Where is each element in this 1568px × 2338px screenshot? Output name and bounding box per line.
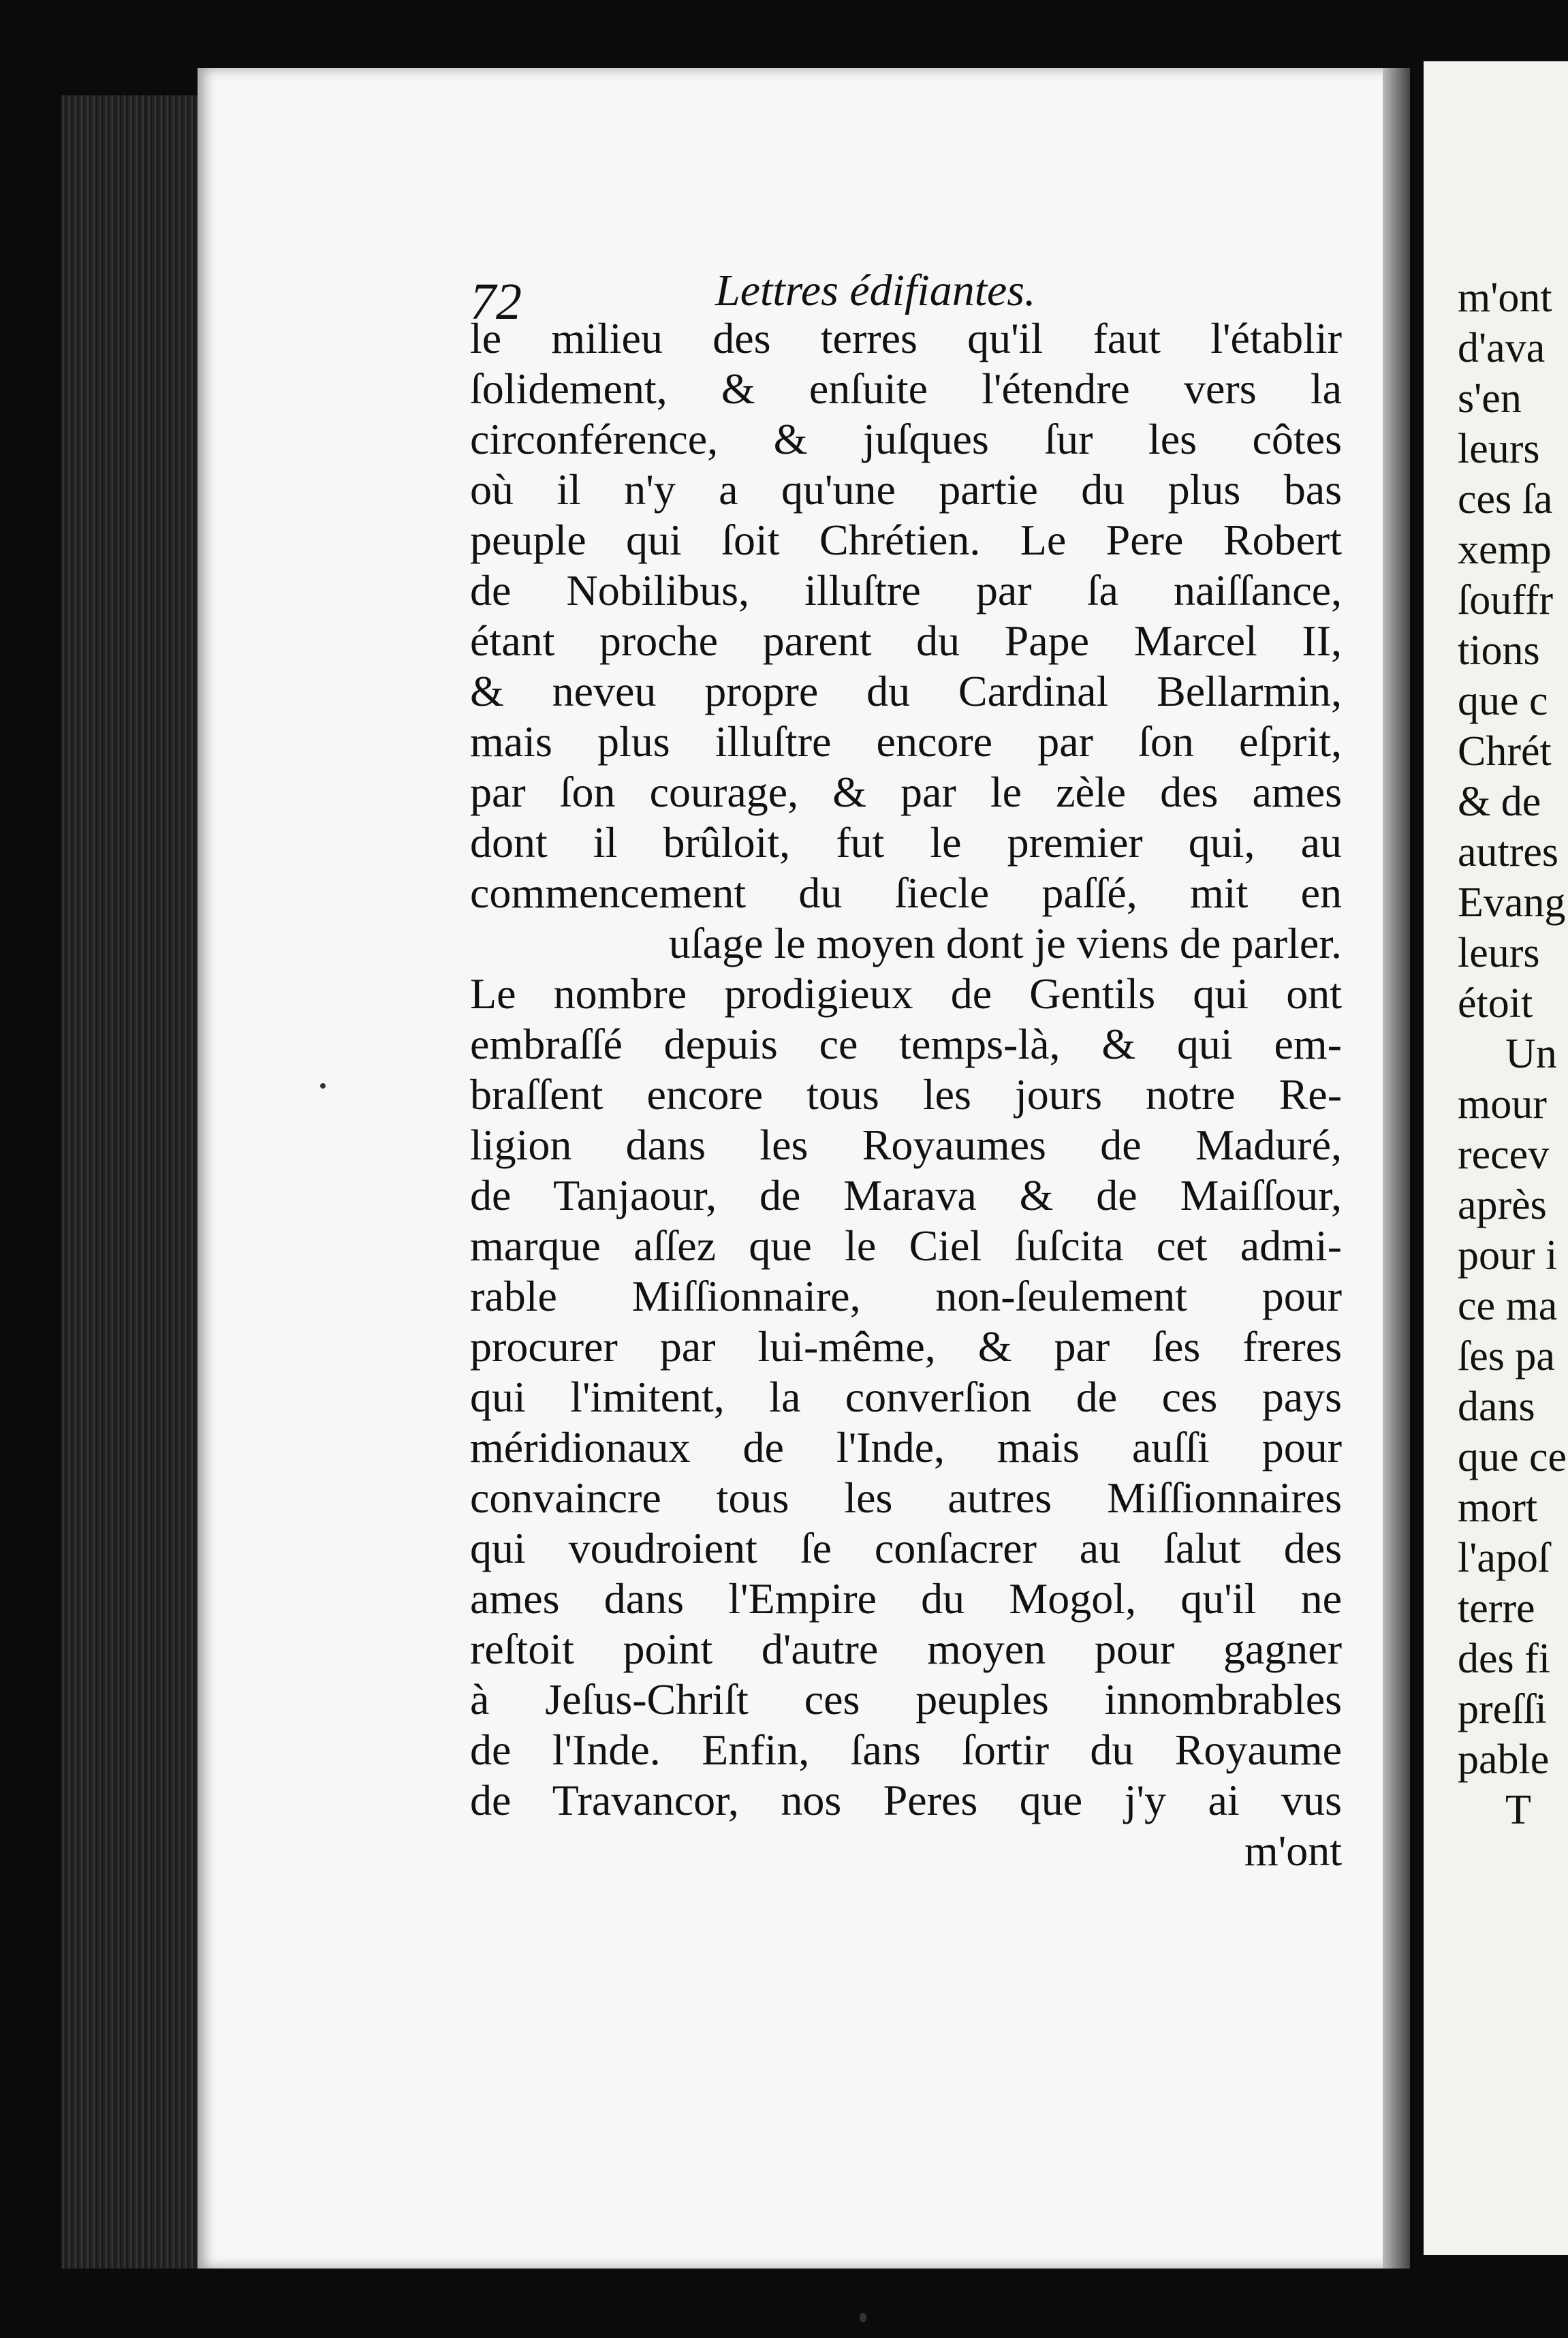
- text-line: Le nombre prodigieux de Gentils qui ont: [470, 969, 1342, 1018]
- facing-line: que c: [1458, 678, 1548, 724]
- facing-line: preſſi: [1458, 1686, 1547, 1732]
- text-line: par ſon courage, & par le zèle des ames: [470, 768, 1342, 816]
- text-line: à Jeſus-Chriſt ces peuples innombrables: [470, 1675, 1342, 1724]
- facing-page-text: [1458, 272, 1568, 1835]
- ink-speck: [320, 1083, 326, 1089]
- facing-line: recev: [1458, 1132, 1550, 1178]
- text-line: marque aſſez que le Ciel ſuſcita cet admi-: [470, 1221, 1342, 1270]
- text-line: étant proche parent du Pape Marcel II,: [470, 617, 1342, 665]
- text-line: ſolidement, & enſuite l'étendre vers la: [470, 364, 1342, 413]
- text-line: dont il brûloit, fut le premier qui, au: [470, 818, 1342, 867]
- text-line: & neveu propre du Cardinal Bellarmin,: [470, 667, 1342, 715]
- facing-line: Chrét: [1458, 728, 1552, 775]
- text-line: méridionaux de l'Inde, mais auſſi pour: [470, 1423, 1342, 1471]
- facing-line: terre: [1458, 1585, 1535, 1632]
- text-line: mais plus illuſtre encore par ſon eſprit,: [470, 717, 1342, 766]
- facing-line: étoit: [1458, 980, 1533, 1027]
- facing-line: Un: [1505, 1031, 1557, 1077]
- facing-line: d'ava: [1458, 325, 1546, 371]
- facing-line: Evang: [1458, 879, 1566, 926]
- body-text: [470, 313, 1342, 1876]
- facing-line: tions: [1458, 627, 1540, 674]
- text-line: de Travancor, nos Peres que j'y ai vus: [470, 1776, 1342, 1824]
- text-line: qui voudroient ſe conſacrer au ſalut des: [470, 1524, 1342, 1572]
- text-line: procurer par lui-même, & par ſes freres: [470, 1322, 1342, 1371]
- page-edge: [1383, 68, 1410, 2269]
- text-line: ligion dans les Royaumes de Maduré,: [470, 1121, 1342, 1169]
- catchword: m'ont: [1244, 1826, 1342, 1875]
- facing-line: l'apoſ: [1458, 1535, 1550, 1581]
- facing-line: & de: [1458, 779, 1541, 825]
- facing-line: leurs: [1458, 426, 1540, 472]
- text-line: convaincre tous les autres Miſſionnaires: [470, 1474, 1342, 1522]
- text-line: peuple qui ſoit Chrétien. Le Pere Robert: [470, 516, 1342, 564]
- facing-line: que ce: [1458, 1434, 1567, 1480]
- facing-line: ſouffr: [1458, 577, 1554, 623]
- facing-line: xemp: [1458, 527, 1552, 573]
- text-line: circonférence, & juſques ſur les côtes: [470, 415, 1342, 463]
- facing-line: mort: [1458, 1484, 1538, 1531]
- facing-line: T: [1505, 1787, 1531, 1833]
- text-line: le milieu des terres qu'il faut l'établir: [470, 314, 1342, 362]
- ink-speck: [860, 2313, 866, 2322]
- facing-line: ce ma: [1458, 1283, 1558, 1329]
- text-line: uſage le moyen dont je viens de parler.: [668, 919, 1342, 967]
- text-line: reſtoit point d'autre moyen pour gagner: [470, 1625, 1342, 1673]
- facing-line: pable: [1458, 1736, 1550, 1783]
- facing-line: leurs: [1458, 930, 1540, 976]
- facing-line: s'en: [1458, 375, 1522, 422]
- facing-line: des fi: [1458, 1636, 1551, 1682]
- facing-line: mour: [1458, 1081, 1547, 1127]
- running-title: Lettres édifiantes.: [715, 266, 1036, 315]
- facing-line: ſes pa: [1458, 1333, 1555, 1380]
- text-line: embraſſé depuis ce temps-là, & qui em-: [470, 1020, 1342, 1068]
- binding-gutter: [61, 95, 211, 2269]
- facing-line: après: [1458, 1182, 1547, 1228]
- text-line: où il n'y a qu'une partie du plus bas: [470, 465, 1342, 514]
- text-line: braſſent encore tous les jours notre Re-: [470, 1070, 1342, 1119]
- text-line: de Nobilibus, illuſtre par ſa naiſſance,: [470, 566, 1342, 614]
- text-line: de l'Inde. Enfin, ſans ſortir du Royaume: [470, 1726, 1342, 1774]
- text-line: commencement du ſiecle paſſé, mit en: [470, 869, 1342, 917]
- facing-line: ces ſa: [1458, 476, 1553, 523]
- text-line: rable Miſſionnaire, non-ſeulement pour: [470, 1272, 1342, 1320]
- facing-line: m'ont: [1458, 275, 1552, 321]
- text-line: ames dans l'Empire du Mogol, qu'il ne: [470, 1574, 1342, 1623]
- text-line: de Tanjaour, de Marava & de Maiſſour,: [470, 1171, 1342, 1219]
- facing-line: pour i: [1458, 1232, 1558, 1279]
- page-number: 72: [470, 273, 522, 330]
- text-line: qui l'imitent, la converſion de ces pays: [470, 1373, 1342, 1421]
- facing-line: dans: [1458, 1384, 1535, 1430]
- facing-line: autres: [1458, 829, 1559, 875]
